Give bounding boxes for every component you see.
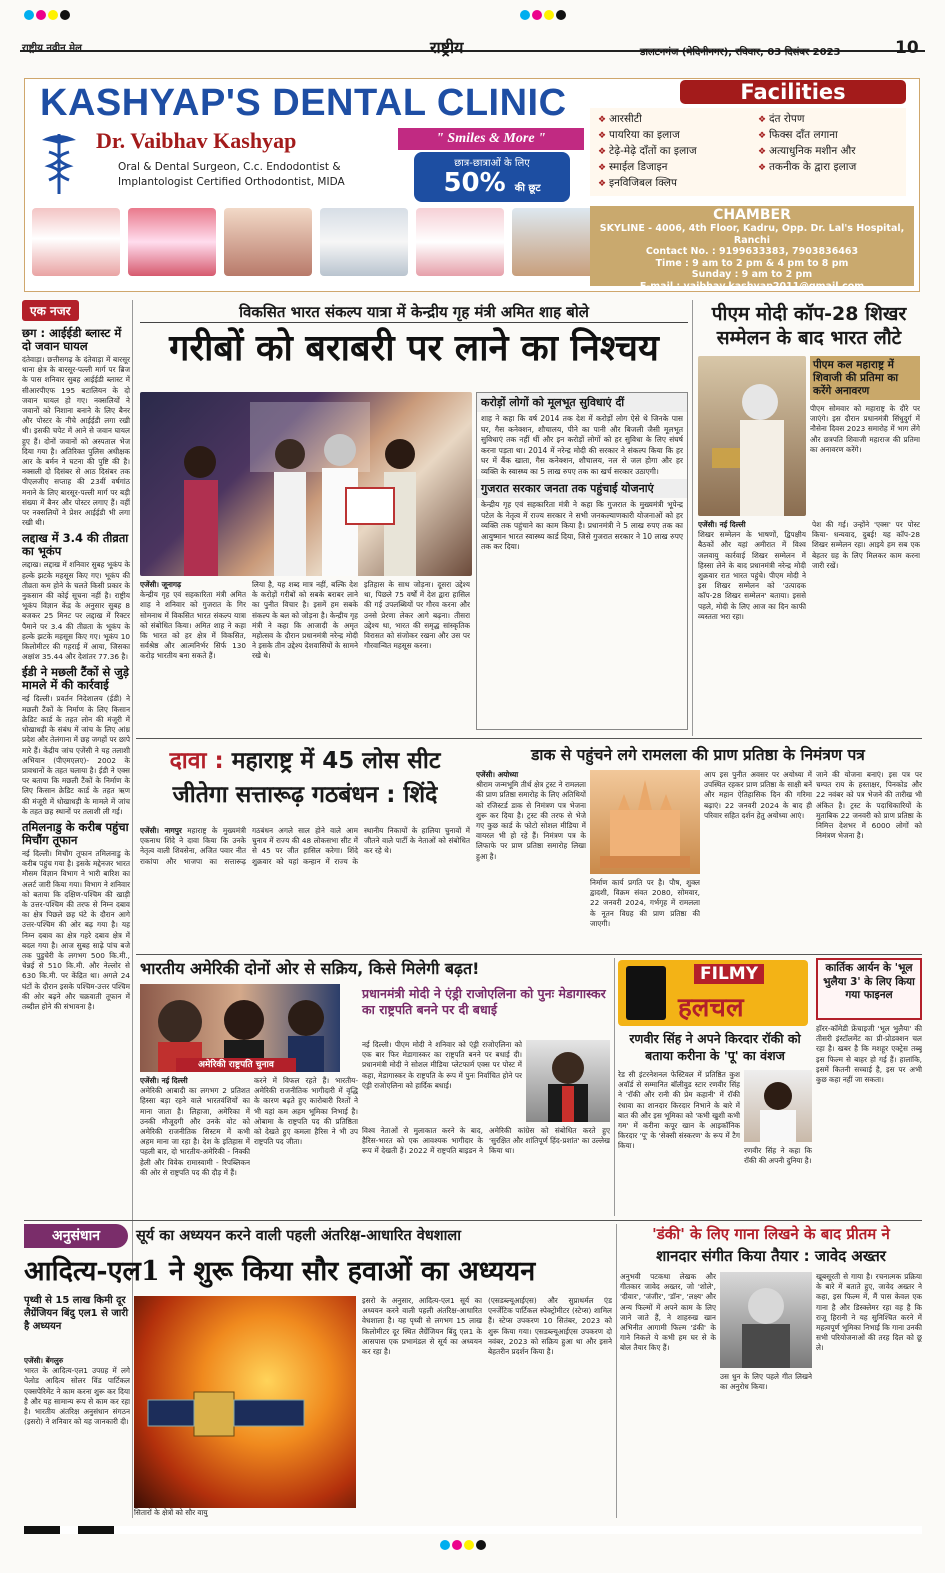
shinde-headline-2: जीतेगा सत्तारूढ़ गठबंधन : शिंदे [172,782,438,808]
aditya-satellite-image [134,1296,356,1508]
ranveer-body-2: रणवीर सिंह ने कहा कि रॉकी की अपनी दुनिया है। [744,1146,812,1166]
shinde-label: दावा : [169,748,224,774]
brief-2-headline: लद्दाख में 3.4 की तीव्रता का भूकंप [22,531,129,559]
column-divider-right [692,300,693,736]
lead-kicker: विकसित भारत संकल्प यात्रा में केन्द्रीय गृह मंत्री अमित शाह बोले [140,302,688,323]
shinde-headline [140,744,470,824]
kartik-headline: कार्तिक आर्यन के 'भूल भुलैया 3' के लिए किया गया फाइनल [816,958,922,1020]
lead-box-subtitle: गुजरात सरकार जनता तक पहुंचाई योजनाएं [477,479,687,498]
aditya-kicker: सूर्य का अध्ययन करने वाली पहली अंतरिक्ष-आधारित वेधशाला [136,1228,461,1244]
ram-body-col-4: जाने की योजना बनाएं। इस पत्र पर चम्पत राय के हस्ताक्षर, पिनकोड और 22 नवंबर को पत्र भेजने की तारीख भी अंकित है। ट्रस्ट के पदाधिकारियों के मुताबिक 22 जनवरी को प्राण प्रतिष्ठा के निमित्त देशभर में 6000 लोगों को निमंत्रण भेजना है। [816,770,922,841]
section-rule [136,738,922,739]
ram-body-col-2: निर्माण कार्य प्रगति पर है। पौष, शुक्ल द्वादशी, विक्रम संवत 2080, सोमवार, 22 जनवरी 2024, गर्भगृह में रामलला के नूतन विग्रह की प्राण प्रतिष्ठा की जाएगी। [590,878,700,928]
filmy-halchal-logo [618,960,808,1026]
facility-item: ❖ आरसीटी [598,112,697,128]
braces-photo [224,208,312,276]
ek-nazar-tag: एक नजर [22,300,79,321]
filmy-logo-bottom: हलचल [678,993,744,1023]
offer-tail: की छूट [514,183,541,194]
chamber-address: SKYLINE - 4006, 4th Floor, Kadru, Opp. Dr. Lal's Hospital, Ranchi [599,223,905,246]
madagascar-body: नई दिल्ली। पीएम मोदी ने शनिवार को एंड्री राजोएलिना को एक बार फिर मेडागास्कर का राष्ट्रपति बनने पर बधाई दी। प्रधानमंत्री मोदी ने सोशल मीडिया प्लेटफार्म एक्स पर पोस्ट में कहा, मेडागास्कर के राष्ट्रपति के रूप में पुनः निर्वाचित होने पर एंड्री राजोएलिना को हार्दिक बधाई। [362,1040,522,1090]
pm-headline: पीएम मोदी कॉप-28 शिखर सम्मेलन के बाद भारत लौटे [711,303,907,349]
pm-byline: एजेंसी। नई दिल्ली [698,520,746,529]
brief-3-headline: ईडी ने मछली टैंकों से जुड़े मामले में की कार्रवाई [22,665,129,693]
bottom-color-marks [440,1540,486,1550]
facility-item: ❖ अत्याधुनिक मशीन और [758,144,856,160]
doctor-qualifications [118,160,408,190]
aditya-body: भारत के आदित्य-एल1 उपग्रह में लगे पेलोड आदित्य सोलर विंड पार्टिकल एक्सपेरिमेंट ने काम करना शुरू कर दिया है और यह सामान्य रूप से काम कर रहा है। भारतीय अंतरिक्ष अनुसंधान संगठन (इसरो) ने शनिवार को यह जानकारी दी। [24,1366,130,1427]
lead-body-col-1 [140,580,246,730]
shinde-byline: एजेंसी। नागपुर [140,826,182,835]
akhtar-headline-1: 'डंकी' के लिए गाना लिखने के बाद प्रीतम ने [652,1225,890,1243]
column-divider [132,300,133,1518]
brief-3-body: नई दिल्ली। प्रवर्तन निदेशालय (ईडी) ने मछली टैंकों के निर्माण के लिए किसान क्रेडिट कार्ड के तहत लोन की मंजूरी में धोखाधड़ी के संबंध में जांच के लिए आंध्र प्रदेश और तेलंगाना में छह जगहों पर छापे मारे हैं। केंद्रीय जांच एजेंसी ने यह तलाशी अभियान (पीएमएलए)- 2002 के प्रावधानों के तहत चलाया है। ईडी ने एक्स पर बताया कि मछली टैंकों के निर्माण के लिए किसान क्रेडिट कार्ड के तहत ऋण की मंजूरी में धोखाधड़ी के मामले में जांच के तहत छह स्थानों पर तलाशी ली गई। [22,694,130,816]
ram-body-col-1 [476,770,586,950]
us-election-band: अमेरिकी राष्ट्रपति चुनाव [176,1058,296,1072]
facility-item: ❖ इनविजिबल क्लिप [598,176,697,192]
pm-modi-photo [698,356,806,516]
chamber-contact: Contact No. : 9199633383, 7903836463 [645,246,859,257]
brief-1-headline: छग : आईईडी ब्लास्ट में दो जवान घायल [22,326,122,353]
ram-temple-image [590,770,700,874]
aditya-caption: सितारों के क्षेत्रों को सौर वायु [134,1508,208,1517]
bottom-bleed-strip [24,1526,922,1534]
aditya-body-col-3: (एसडब्ल्यूआईएस) और सुप्राथर्मल एंड एनर्जेटिक पार्टिकल स्पेक्ट्रोमीटर (स्टेप्स) शामिल हैं। स्टेप्स उपकरण 10 सितंबर, 2023 को शुरू किया गया। एसडब्ल्यूआईएस उपकरण दो नवंबर, 2023 को सक्रिय हुआ था और इसने बेहतरीन प्रदर्शन किया है। [488,1296,612,1357]
javed-akhtar-photo [720,1272,812,1368]
brief-2-body: लद्दाख। लद्दाख में शनिवार सुबह भूकंप के हल्के झटके महसूस किए गए। भूकंप की तीव्रता कम होने के चलते किसी प्रकार के नुकसान की कोई सूचना नहीं है। राष्ट्रीय भूकंप विज्ञान केंद्र के अनुसार सुबह 8 बजकर 25 मिनट पर लद्दाख में रिक्टर पैमाने पर 3.4 की तीव्रता के भूकंप के हल्के झटके महसूस किए गए। भूकंप 10 किलोमीटर की गहराई में आया, जिसका अक्षांश 35.44 और देशांतर 77.36 है। [22,560,130,662]
chamber-time: Time : 9 am to 2 pm & 4 pm to 8 pm [655,257,849,269]
shinde-body [140,826,470,951]
lead-body-1: केन्द्रीय गृह एवं सहकारिता मंत्री अमित शाह ने शनिवार को गुजरात के गिर सोमनाथ में विकसित भारत संकल्प यात्रा को संबोधित किया। अमित शाह ने कहा कि भारत को हर क्षेत्र में विकसित, सर्वश्रेष्ठ और आत्मनिर्भर सिर्फ 130 करोड़ भारतीय बना सकते हैं। [140,590,246,661]
akhtar-body: अनुभवी पटकथा लेखक और गीतकार जावेद अख्तर, जो 'शोले', 'दीवार', 'जंजीर', 'डॉन', 'लक्ष्य' और अन्य फिल्मों में अपने काम के लिए जाने जाते हैं, ने शाहरुख खान अभिनीत आगामी फिल्म 'डंकी' के गाने निकले ये कभी हम घर से के बोल तैयार किए हैं। [620,1272,716,1353]
column-divider-film [614,958,615,1216]
facility-item: ❖ तकनीक के द्वारा इलाज [758,160,856,176]
facilities-list [590,108,906,196]
chamber-info [590,206,914,292]
brief-1-body: दंतेवाड़ा। छत्तीसगढ़ के दंतेवाड़ा में बारसूर थाना क्षेत्र के बारसूर-पल्ली मार्ग पर ब्रिज के पास शनिवार सुबह आईईडी ब्लास्ट में सीआरपीएफ 195 बटालियन के दो जवान घायल हो गए। नक्सलियों ने जवानों को निशाना बनाने के लिए बैनर और पोस्टर के नीचे आईईडी लगा रखी थी। इसकी चपेट में आने से जवान घायल हुए हैं। दोनों जवानों को अस्पताल भेज दिया गया है। अतिरिक्त पुलिस अधीक्षक आर के बर्मन ने घटना की पुष्टि की है। नक्सली दो दिसंबर से आठ दिसंबर तक पीएलजीए सप्ताह की 23वीं वर्षगांठ मनाने के लिए बारसूर-पल्ली मार्ग पर बड़ी संख्या में बैनर और पोस्टर लगाए हैं। वहीं पर नक्सलियों ने प्रेशर आईईडी भी लगा रखी थी। [22,355,130,528]
filmy-logo-top: FILMY [694,964,764,984]
lead-box-title: करोड़ों लोगों को मूलभूत सुविधाएं दीं [477,393,687,412]
facility-item: ❖ पायरिया का इलाज [598,128,697,144]
lead-box-sub-body: केन्द्रीय गृह एवं सहकारिता मंत्री ने कहा कि गुजरात के मुख्यमंत्री भूपेन्द्र पटेल के नेतृत्व में राज्य सरकार ने सभी जनकल्याणकारी योजनाओं को हर व्यक्ति तक पहुंचाने का काम किया है। प्रधानमंत्री ने 5 लाख रुपए तक का आयुष्मान भारत स्वास्थ्य कार्ड दिया, जिसे गुजरात सरकार ने 10 लाख रुपए तक कर दिया। [481,500,683,551]
chamber-email: E-mail : vaibhav.kashyap2011@gmail.com [639,280,865,292]
facility-item: ❖ दंत रोपण [758,112,856,128]
facility-item: ❖ फिक्स दाँत लगाना [758,128,856,144]
smiles-tagline: " Smiles & More " [398,128,584,150]
smile-photo [320,208,408,276]
ram-body: श्रीराम जन्मभूमि तीर्थ क्षेत्र ट्रस्ट ने रामलला की प्राण प्रतिष्ठा समारोह के लिए अतिथियों को रजिस्टर्ड डाक से निमंत्रण पत्र भेजना शुरू कर दिया है। ट्रस्ट की तरफ से भेजे गए कुछ कार्ड के फोटो सोशल मीडिया में वायरल भी हो रहे हैं। निमंत्रण पत्र के लिफाफे पर प्राण प्रतिष्ठा समारोह लिखा हुआ है। [476,780,586,861]
aditya-headline: आदित्य-एल1 ने शुरू किया सौर हवाओं का अध्ययन [24,1256,536,1287]
pm-body-col-2: पेश की गई। उन्होंने 'एक्स' पर पोस्ट किया- धन्यवाद, दुबई! यह कॉप-28 शिखर सम्मेलन रहा। आइये हम सब एक बेहतर ग्रह के लिए मिलकर काम करना जारी रखें। [812,520,920,570]
brief-4-body: नई दिल्ली। मिचौंग तूफान तमिलनाडु के करीब पहुंच गया है। इसके मद्देनजर भारत मौसम विज्ञान विभाग ने भारी बारिश का अलर्ट जारी किया गया। विभाग ने शनिवार को बताया कि दक्षिण-पश्चिम की खाड़ी के उत्तर-पश्चिम की तरफ से निम्न दबाव का क्षेत्र पिछले छह घंटे के दौरान आगे उत्तर-पश्चिम की ओर बढ़ गया है। यह निम्न दबाव का क्षेत्र गहरे दबाव क्षेत्र में बदल गया है। आज सुबह साढ़े पांच बजे तक पुडुचेरी के लगभग 500 कि.मी., चेन्नई से 510 कि.मी. और नेल्लोर से 630 कि.मी. पर केंद्रित था। अगले 24 घंटों के दौरान इसके पश्चिम-उत्तर पश्चिम की ओर बढ़ने और चक्रवाती तूफान में तब्दील होने की संभावना है। [22,848,130,1011]
aditya-body-col-2: इसरो के अनुसार, आदित्य-एल1 सूर्य का अध्ययन करने वाली पहली अंतरिक्ष-आधारित वेधशाला है। यह पृथ्वी से लगभग 15 लाख किलोमीटर दूर स्थित लैग्रेंजियन बिंदु एल1 के आसपास एक प्रभामंडल से सूर्य का अध्ययन कर रहा है। [362,1296,482,1357]
usa-headline: भारतीय अमेरिकी दोनों ओर से सक्रिय, किसे मिलेगी बढ़त! [140,959,480,978]
lead-box-body: शाह ने कहा कि वर्ष 2014 तक देश में करोड़ों लोग ऐसे थे जिनके पास घर, गैस कनेक्शन, शौचालय, पीने का पानी और बिजली जैसी मूलभूत सुविधाएं तक नहीं थीं और इन करोड़ों लोगों को हर सुविधा के लिए संघर्ष करना पड़ता था। 2014 में नरेन्द्र मोदी की सरकार ने संकल्प किया कि हर घर में बैंक खाता, गैस कनेक्शन, शौचालय, नल से जल होगा और हर व्यक्ति के स्वास्थ्य का 5 लाख रुपए तक का खर्च सरकार उठाएगी। [481,414,683,476]
aditya-side-title: पृथ्वी से 15 लाख किमी दूर लैग्रेंजियन बिंदु एल1 से जारी है अध्ययन [24,1295,129,1332]
lead-body-col-3: इतिहास के साथ जोड़ना। दूसरा उद्देश्य था, पिछले 75 वर्षों में देश द्वारा हासिल की गई उपलब्धियों पर गौरव करना और उनसे प्रेरणा लेकर आगे बढ़ना। तीसरा उद्देश्य था, भारत की समृद्ध सांस्कृतिक विरासत को संजोकर रखना और उस पर गौरवान्वित महसूस करना। [364,580,470,651]
offer-percent: 50% [443,168,506,198]
page-number: 10 [895,38,919,58]
facility-item: ❖ स्माईल डिजाइन [598,160,697,176]
rajoelina-photo [526,1040,610,1122]
pm-sub-title: पीएम कल महाराष्ट्र में शिवाजी की प्रतिमा का करेंगे अनावरण [810,356,920,400]
aditya-body-col-1 [24,1356,130,1516]
ram-headline: डाक से पहुंचने लगे रामलला की प्राण प्रतिष्ठा के निमंत्रण पत्र [531,746,865,764]
masthead-brand: राष्ट्रीय नवीन मेल [22,43,82,54]
akhtar-body-2: उस धुन के लिए पहले गीत लिखने का अनुरोध किया। [720,1372,812,1392]
spacer [348,986,360,1072]
section-rule-2 [136,954,922,955]
kartik-body: हॉरर-कॉमेडी फ्रेंचाइजी 'भूल भुलैया' की तीसरी इंस्टॉलमेंट का प्री-प्रोडक्शन चल रहा है। खबर है कि मशहूर एक्ट्रेस तब्बू इस फिल्म से बाहर हो गई हैं। हालांकि, इसमें कितनी सच्चाई है, इस पर अभी कुछ कहा नहीं जा सकता। [816,1024,922,1085]
qualification-line-2: Implantologist Certified Orthodontist, MIDA [118,176,345,188]
ram-body-col-3: आप इस पुनीत अवसर पर अयोध्या में उपस्थित रहकर प्राण प्रतिष्ठा के साक्षी बनें और महान ऐतिहासिक दिन की गरिमा बढ़ाएं। 22 जनवरी 2024 के बाद ही परिवार सहित दर्शन हेतु अयोध्या आएं। [704,770,812,820]
pm-body-col-1 [698,520,806,732]
clinic-name: KASHYAP'S DENTAL CLINIC [40,82,567,124]
akhtar-body-3: खूबसूरती से गाया है। रचनात्मक प्रक्रिया के बारे में बताते हुए, जावेद अख्तर ने कहा, इस फिल्म में, मैं पास केवल एक गाना है और डिस्क्लेमर रहा वह है कि राजू हिरानी ने यह सुनिश्चित करने में महत्वपूर्ण भूमिका निभाई कि गाना उनकी सभी परियोजनाओं की तरह दिल को छू ले। [816,1272,922,1353]
child-dental-photo [512,208,600,276]
brief-4-headline: तमिलनाडु के करीब पहुंचा मिचौंग तूफान [22,819,129,847]
madagascar-headline: प्रधानमंत्री मोदी ने एंड्री राजोएलिना को पुनः मेडागास्कर का राष्ट्रपति बनने पर दी बधाई [362,986,606,1017]
qualification-line-1: Oral & Dental Surgeon, C.c. Endodontist & [118,161,341,173]
student-offer [414,152,570,202]
shinde-body-text: महाराष्ट्र के मुख्यमंत्री एकनाथ शिंदे ने दावा किया कि उनके नेतृत्व वाली शिवसेना, अजित पवार नीत राकांपा और भाजपा का सत्तारूढ़ गठबंधन अगले साल होने वाले आम चुनाव में राज्य की 48 लोकसभा सीट में से 45 पर जीत हासिल करेगा। शिंदे शुक्रवार को यहां कन्हान में राज्य के स्थानीय निकायों के हालिया चुनावों में जीतने वाले पार्टी के नेताओं को संबोधित कर रहे थे। [140,826,470,866]
aligner-photo [416,208,504,276]
offer-line: छात्र-छात्राओं के लिए [454,158,530,169]
chamber-heading: CHAMBER [713,207,791,223]
lead-headline: गरीबों को बराबरी पर लाने का निश्चय [169,327,659,369]
pm-body: शिखर सम्मेलन के भाषणों, द्विपक्षीय बैठकों और यहां अमीरात में विश्व जलवायु कार्रवाई शिखर सम्मेलन में हिस्सा लेने के बाद प्रधानमंत्री नरेन्द्र मोदी शुक्रवार रात भारत पहुंचे। पीएम मोदी ने इस शिखर सम्मेलन को 'उत्पादक कॉप-28 शिखर सम्मेलन' बताया। इससे पहले, मोदी के लिए आज का दिन काफी व्यस्तता भरा रहा। [698,530,806,621]
lead-body-col-2: लिया है, यह शब्द मात्र नहीं, बल्कि देश के करोड़ों गरीबों को सबके बराबर लाने का पुनीत विचार है। इसमें हम सबके संकल्प के बल को जोड़ना है। केन्द्रीय गृह मंत्री ने कहा कि आजादी के अमृत महोत्सव के दौरान प्रधानमंत्री नरेन्द्र मोदी ने इसके तीन उद्देश्य देशवासियों के सामने रखे थे। [252,580,358,661]
dental-photo-strip [32,208,600,276]
usa-byline: एजेंसी। नई दिल्ली [140,1076,188,1085]
implant-photo [128,208,216,276]
lead-byline: एजेंसी। जूनागढ़ [140,580,182,589]
usa-body-col-1 [140,1076,250,1214]
chamber-sunday: Sunday : 9 am to 2 pm [691,269,813,280]
dateline: डालटनगंज (मेदिनीनगर), रविवार, 03 दिसंबर 2023 [640,47,841,58]
ranveer-photo [744,1070,812,1142]
section-rule-3 [24,1220,922,1221]
facilities-heading: Facilities [680,80,906,104]
section-title: राष्ट्रीय [430,38,464,57]
anusandhan-tag: अनुसंधान [24,1224,128,1248]
denture-photo [32,208,120,276]
madagascar-body-2: विश्व नेताओं से मुलाकात करने के बाद, हैरिस-भारत को एक आवश्यक भागीदार के रूप में देखती हैं। 2022 में राष्ट्रपति बाइडन ने अमेरिकी कांग्रेस को संबोधित करते हुए 'सुरक्षित और शांतिपूर्ण हिंद-प्रशांत' का उल्लेख किया था। [362,1126,610,1156]
shinde-headline-1: महाराष्ट्र में 45 लोस सीट [231,748,441,774]
amit-shah-event-photo [140,392,472,576]
pm-sub-body: पीएम सोमवार को महाराष्ट्र के दौरे पर जाएंगे। इस दौरान प्रधानमंत्री सिंधुदुर्ग में नौसेना दिवस 2023 समारोह में भाग लेंगे और छत्रपति शिवाजी महाराज की प्रतिमा का अनावरण करेंगे। [810,404,920,454]
ranveer-headline: रणवीर सिंह ने अपने किरदार रॉकी को बताया करीना के 'पू' का वंशज [629,1031,801,1063]
lead-sidebar-box [476,392,688,730]
facility-item: ❖ टेढ़े-मेढ़े दाँतों का इलाज [598,144,697,160]
ranveer-body: रेड सी इंटरनेशनल फेस्टिवल में प्रतिष्ठित कुश अवॉर्ड से सम्मानित बॉलीवुड स्टार रणवीर सिंह ने 'रॉकी और रानी की प्रेम कहानी' में रॉकी रंधावा का शानदार किरदार निभाने के बारे में बात की और इस भूमिका को 'कभी खुशी कभी गम' में करीना कपूर खान के आइकॉनिक किरदार 'पू' के 'सेक्सी संस्करण' के रूप में टैग किया। [618,1070,740,1151]
akhtar-headline-2: शानदार संगीत किया तैयार : जावेद अख्तर [656,1247,886,1265]
column-divider-akhtar [616,1224,617,1518]
usa-body: अमेरिकी आबादी का लगभग 2 प्रतिशत हिस्सा बड़ा रहने वाले भारतवंशियों का माना जाता है। लिहाजा, अमेरिका में उनकी मौजूदगी और उनके वोट को अमेरिकी राजनीतिक सिस्टम में कभी अहम माना जा रहा है। देश के इतिहास में पहली बार, दो भारतीय-अमेरिकी - निक्की हेली और विवेक रामास्वामी - रिपब्लिकन की ओर से राष्ट्रपति पद की दौड़ में हैं। [140,1086,250,1177]
caduceus-icon [34,130,84,196]
ram-byline: एजेंसी। अयोध्या [476,770,519,779]
doctor-name: Dr. Vaibhav Kashyap [96,128,297,153]
usa-body-col-2: करने में विफल रहते हैं। भारतीय-अमेरिकी राजनीतिक भागीदारी में वृद्धि के कारण बढ़ते हुए कारोबारी रिश्तों ने भी यहां कम अहम भूमिका निभाई है। ओबामा के राष्ट्रपति पद की प्रतिष्ठिता को देखते हुए कमला हैरिस ने भी उप राष्ट्रपति पद जीता। [254,1076,358,1147]
film-reel-icon [626,966,666,1020]
aditya-byline: एजेंसी। बेंगलुरु [24,1356,64,1365]
